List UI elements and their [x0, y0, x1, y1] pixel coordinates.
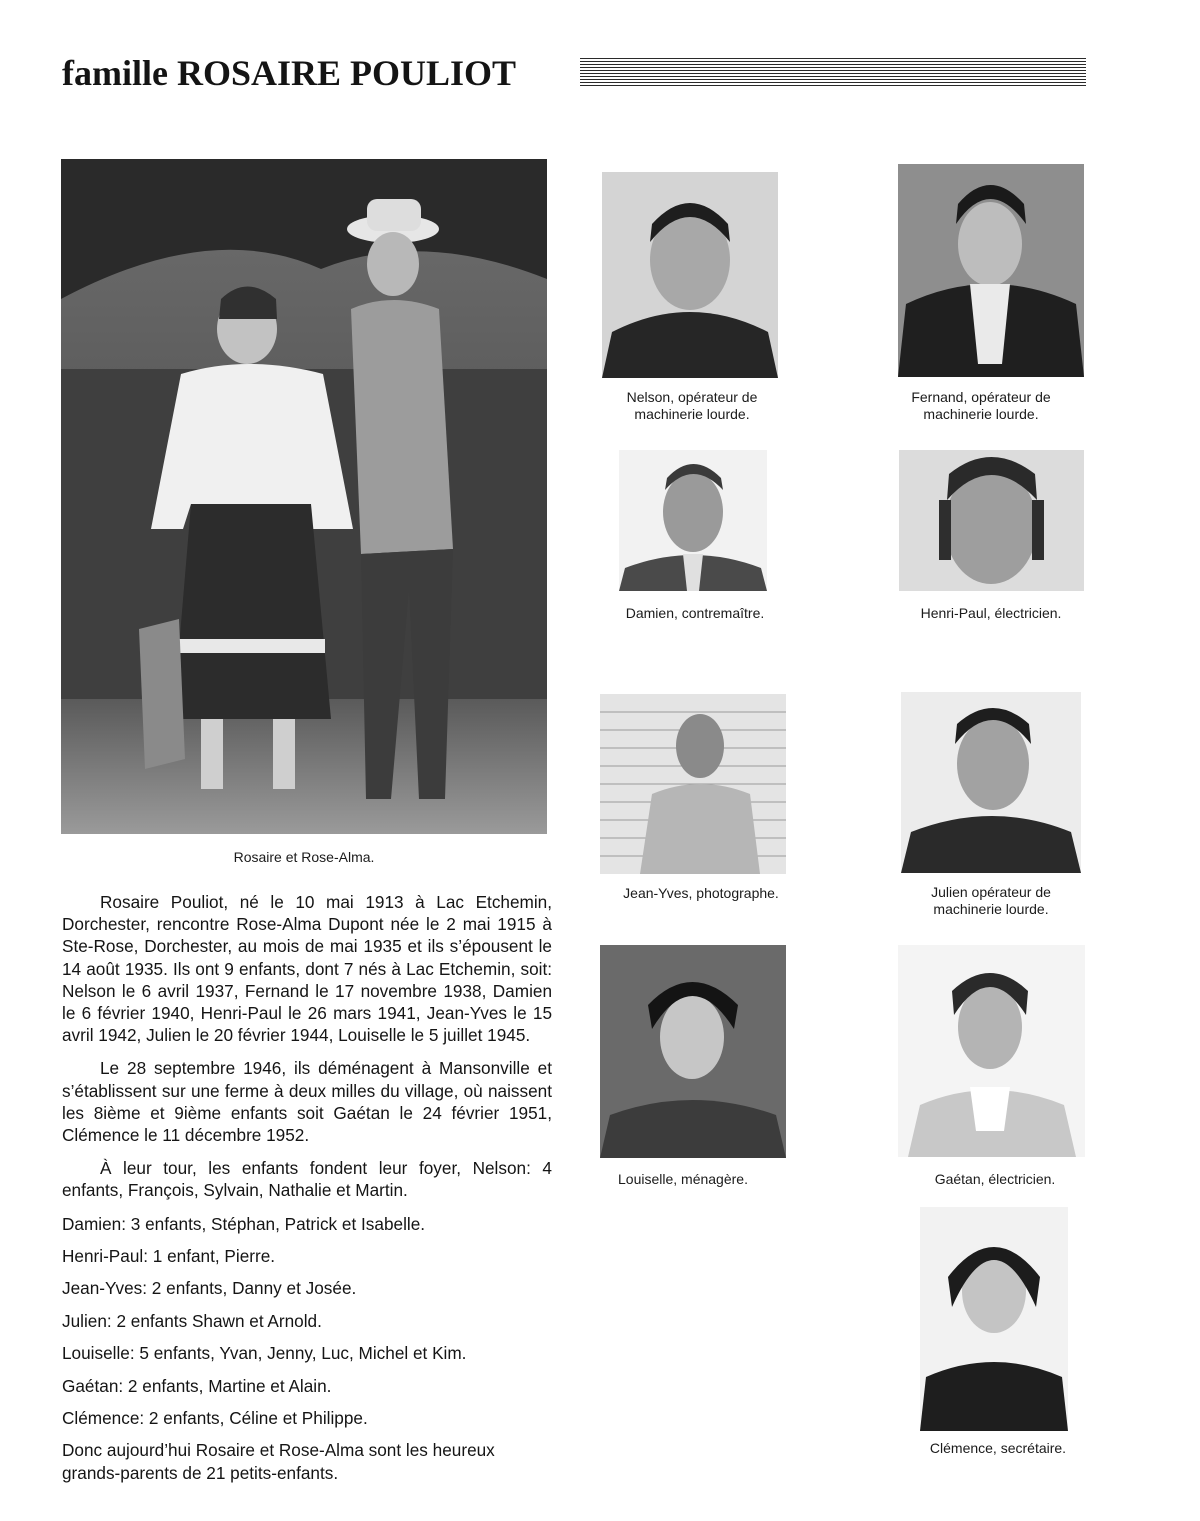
paragraph-move-mansonville: Le 28 septembre 1946, ils déménagent à Mansonville et s’établissent sur une ferme à deux milles du village, où naissent les 8ième et 9ième enfants soit Gaétan le 24 février 1951, Clémence le 11 décembre 1952. — [62, 1058, 552, 1146]
portrait-henri-paul — [899, 450, 1084, 591]
children-line-clemence: Clémence: 2 enfants, Céline et Philippe. — [62, 1407, 368, 1428]
family-history-text — [62, 891, 552, 1495]
paragraph-birth-marriage: Rosaire Pouliot, né le 10 mai 1913 à Lac Etchemin, Dorchester, rencontre Rose-Alma Dupont née le 2 mai 1915 à Ste-Rose, Dorchester, au mois de mai 1935 et ils s’épousent le 14 août 1935. Ils ont 9 enfants, dont 7 nés à Lac Etchemin, soit: Nelson le 6 avril 1937, Fernand le 17 novembre 1938, Damien le 6 février 1940, Henri-Paul le 26 mars 1941, Jean-Yves le 15 avril 1942, Julien le 20 février 1944, Louiselle le 5 juillet 1945. — [62, 892, 552, 1046]
portrait-damien — [619, 450, 767, 591]
portrait-clemence — [920, 1207, 1068, 1431]
caption-fernand: Fernand, opérateur de machinerie lourde. — [911, 389, 1051, 422]
children-line-henri-paul: Henri-Paul: 1 enfant, Pierre. — [62, 1246, 276, 1267]
portrait-gaetan — [898, 945, 1085, 1157]
page-title: famille ROSAIRE POULIOT — [62, 53, 517, 93]
couple-photo — [61, 159, 547, 834]
closing-paragraph: Donc aujourd’hui Rosaire et Rose-Alma sont les heureux grands-parents de 21 petits-enfants. — [62, 1440, 495, 1483]
caption-julien: Julien opérateur de machinerie lourde. — [931, 884, 1051, 917]
children-line-damien: Damien: 3 enfants, Stéphan, Patrick et Isabelle. — [62, 1213, 426, 1234]
caption-jean-yves: Jean-Yves, photographe. — [623, 885, 779, 901]
caption-louiselle: Louiselle, ménagère. — [618, 1171, 748, 1187]
portrait-jean-yves — [600, 694, 786, 874]
title-decorative-rule — [580, 58, 1086, 86]
caption-damien: Damien, contremaître. — [625, 605, 765, 621]
caption-gaetan: Gaétan, électricien. — [934, 1171, 1056, 1187]
children-line-julien: Julien: 2 enfants Shawn et Arnold. — [62, 1310, 322, 1331]
children-line-jean-yves: Jean-Yves: 2 enfants, Danny et Josée. — [62, 1278, 357, 1299]
portrait-fernand — [898, 164, 1084, 377]
portrait-louiselle — [600, 945, 786, 1158]
portrait-julien — [901, 692, 1081, 873]
children-line-louiselle: Louiselle: 5 enfants, Yvan, Jenny, Luc, Michel et Kim. — [62, 1343, 467, 1364]
children-line-gaetan: Gaétan: 2 enfants, Martine et Alain. — [62, 1375, 332, 1396]
couple-photo-caption: Rosaire et Rose-Alma. — [233, 849, 375, 865]
caption-henri-paul: Henri-Paul, électricien. — [920, 605, 1062, 621]
caption-clemence: Clémence, secrétaire. — [929, 1440, 1067, 1456]
caption-nelson: Nelson, opérateur de machinerie lourde. — [626, 389, 758, 422]
paragraph-children-families: À leur tour, les enfants fondent leur foyer, Nelson: 4 enfants, François, Sylvain, Nathalie et Martin. — [62, 1158, 552, 1201]
portrait-nelson — [602, 172, 778, 378]
